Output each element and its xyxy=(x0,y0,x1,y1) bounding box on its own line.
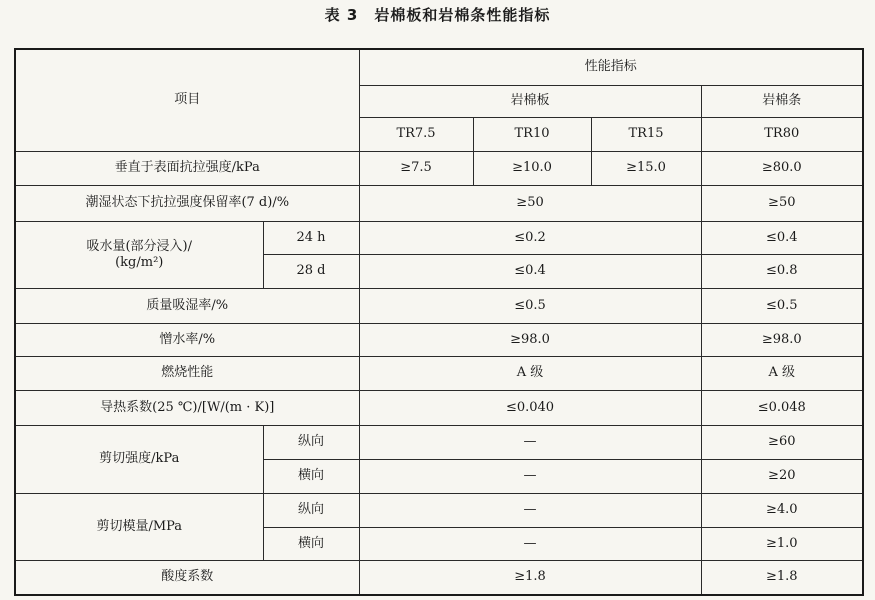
row-label-shear-modulus: 剪切模量/MPa xyxy=(15,493,263,560)
cell-value: — xyxy=(359,493,701,527)
cell-value: ≤0.5 xyxy=(359,288,701,323)
header-row-1 xyxy=(15,49,863,85)
cell-value: ≥15.0 xyxy=(591,151,701,185)
header-board: 岩棉板 xyxy=(359,85,701,117)
cell-value: ≥7.5 xyxy=(359,151,473,185)
cell-value: A 级 xyxy=(701,356,863,390)
table-caption: 表 3 岩棉板和岩棉条性能指标 xyxy=(324,6,551,24)
cell-value: — xyxy=(359,459,701,493)
performance-table xyxy=(14,48,864,596)
table-row xyxy=(15,425,863,459)
sub-label-longitudinal: 纵向 xyxy=(263,493,359,527)
cell-value: ≥4.0 xyxy=(701,493,863,527)
sub-label-longitudinal: 纵向 xyxy=(263,425,359,459)
label-line: (kg/m²) xyxy=(115,254,164,270)
grade-tr15: TR15 xyxy=(591,117,701,151)
cell-value: ≤0.4 xyxy=(359,254,701,288)
cell-value: ≥80.0 xyxy=(701,151,863,185)
row-label-wet-retention: 潮湿状态下抗拉强度保留率(7 d)/% xyxy=(15,185,359,221)
header-performance: 性能指标 xyxy=(359,49,863,85)
cell-value: ≥50 xyxy=(701,185,863,221)
cell-value: ≥1.0 xyxy=(701,527,863,560)
row-label-acidity: 酸度系数 xyxy=(15,560,359,595)
cell-value: ≥50 xyxy=(359,185,701,221)
row-label-moisture: 质量吸湿率/% xyxy=(15,288,359,323)
sub-label-28d: 28 d xyxy=(263,254,359,288)
cell-value: ≥98.0 xyxy=(701,323,863,356)
cell-value: ≤0.2 xyxy=(359,221,701,254)
row-label-hydrophobic: 憎水率/% xyxy=(15,323,359,356)
cell-value: ≥60 xyxy=(701,425,863,459)
table-row xyxy=(15,356,863,390)
table-row xyxy=(15,323,863,356)
cell-value: ≥10.0 xyxy=(473,151,591,185)
header-item: 项目 xyxy=(15,49,359,151)
table-row xyxy=(15,560,863,595)
sub-label-transverse: 横向 xyxy=(263,527,359,560)
table-row xyxy=(15,151,863,185)
row-label-tensile: 垂直于表面抗拉强度/kPa xyxy=(15,151,359,185)
row-label-shear-strength: 剪切强度/kPa xyxy=(15,425,263,493)
cell-value: ≤0.5 xyxy=(701,288,863,323)
table-row xyxy=(15,185,863,221)
cell-value: — xyxy=(359,425,701,459)
table-row xyxy=(15,390,863,425)
cell-value: ≥1.8 xyxy=(359,560,701,595)
sub-label-24h: 24 h xyxy=(263,221,359,254)
cell-value: ≤0.048 xyxy=(701,390,863,425)
row-label-conductivity: 导热系数(25 ℃)/[W/(m · K)] xyxy=(15,390,359,425)
cell-value: ≥98.0 xyxy=(359,323,701,356)
table-row xyxy=(15,221,863,254)
table-row xyxy=(15,288,863,323)
cell-value: ≤0.8 xyxy=(701,254,863,288)
cell-value: A 级 xyxy=(359,356,701,390)
sub-label-transverse: 横向 xyxy=(263,459,359,493)
cell-value: — xyxy=(359,527,701,560)
label-line: 吸水量(部分浸入)/ xyxy=(86,238,193,254)
row-label-combustion: 燃烧性能 xyxy=(15,356,359,390)
header-strip: 岩棉条 xyxy=(701,85,863,117)
cell-value: ≥1.8 xyxy=(701,560,863,595)
grade-tr7-5: TR7.5 xyxy=(359,117,473,151)
table-row xyxy=(15,493,863,527)
cell-value: ≤0.040 xyxy=(359,390,701,425)
cell-value: ≥20 xyxy=(701,459,863,493)
grade-tr80: TR80 xyxy=(701,117,863,151)
cell-value: ≤0.4 xyxy=(701,221,863,254)
row-label-water-absorption xyxy=(15,221,263,288)
grade-tr10: TR10 xyxy=(473,117,591,151)
